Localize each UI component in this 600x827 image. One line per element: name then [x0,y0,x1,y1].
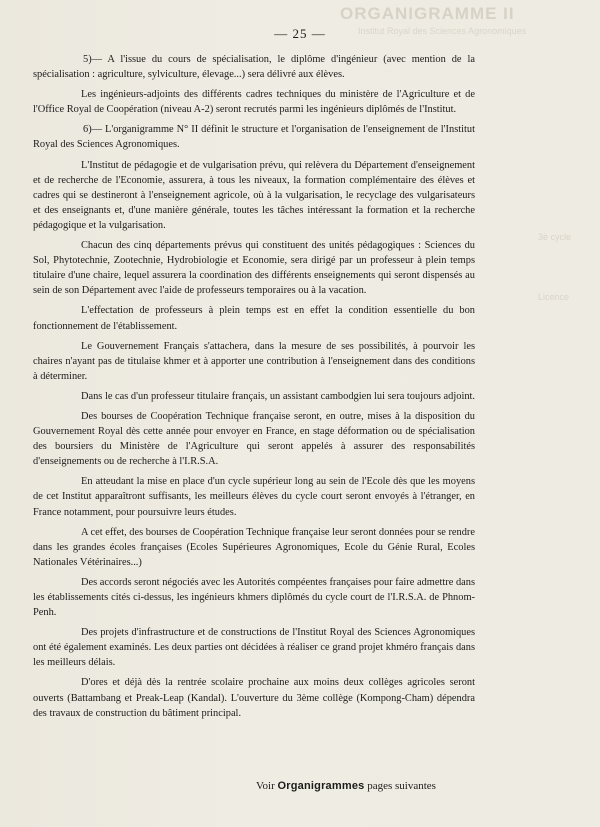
show-through-side-top: 3è cycle [538,232,572,242]
paragraph: A cet effet, des bourses de Coopération Technique française leur seront données pour se rendre dans les grandes écoles françaises (Ecoles Supérieures Agronomiques, Ecole du Génie Rural, Ecoles Nationales Vétérinaires...) [33,526,475,568]
body-text [33,52,475,726]
paragraph: Des bourses de Coopération Technique française seront, en outre, mises à la disposition du Gouvernement Royal dès cette année pour envoyer en France, en stage déformation ou de spécialisation des boursiers du Ministère de l'Agriculture qui seront appelés à assurer des responsabilités d'enseignements ou de recherche à l'I.R.S.A. [33,410,475,468]
paragraph-5-diploma: 5)— A l'issue du cours de spécialisation, le diplôme d'ingénieur (avec mention de la spécialisation : agriculture, sylviculture, élevage...) sera délivré aux élèves. [33,54,475,81]
footer-suffix: pages suivantes [367,780,436,792]
paragraph: Chacun des cinq départements prévus qui constituent des unités pédagogiques : Sciences du Sol, Phytotechnie, Zootechnie, Hydrobiologie et Economie, sera dirigé par un professeur à plein temps titulaire d'une chaire, lequel assurera la coordination des différents enseignements qui seront dispensés au sein de son Département avec l'aide de professeurs temporaires ou à la vacation. [33,240,475,297]
paragraph: L'Institut de pédagogie et de vulgarisation prévu, qui relèvera du Département d'enseignement et de recherche de l'Economie, assurera, à tous les niveaux, la formation complémentaire des élèves et cadres qui se destineront à l'enseignement agricole, où à la vulgarisation, le recyclage des vulgarisateurs et des enseignants et, d'une manière générale, toutes les tâches intéressant la formation et la recherche pédagogique et la vulgarisation. [33,159,475,231]
paragraph: D'ores et déjà dès la rentrée scolaire prochaine aux moins deux collèges agricoles seront ouverts (Battambang et Preak-Leap (Kandal). L'ouverture du 3ème collège (Kompong-Cham) dépendra des travaux de construction du bâtiment principal. [33,677,475,719]
paragraph: L'effectation de professeurs à plein temps est en effet la condition essentielle du bon fonctionnement de l'établissement. [33,305,475,332]
paragraph-6-organigramme: 6)— L'organigramme N° II définit le structure et l'organisation de l'enseignement de l'Institut Royal des Sciences Agronomiques. [33,124,475,151]
footer-emphasis: Organigrammes [277,780,365,792]
paragraph: Les ingénieurs-adjoints des différents cadres techniques du ministère de l'Agriculture et de l'Office Royal de Coopération (niveau A-2) seront recrutés parmi les ingénieurs diplômés de l'Institut. [33,89,475,116]
show-through-side-mid: Licence [538,292,570,302]
paragraph: Des accords seront négociés avec les Autorités compéentes françaises pour faire admettre dans les établissements cités ci-dessus, les ingénieurs khmers diplômés du cycle court de l'I.R.S.A. de Phnom-Penh. [33,576,475,619]
show-through-subtitle: Institut Royal des Sciences Agronomiques [358,26,527,36]
show-through-title: ORGANIGRAMME II [340,4,515,23]
page-number: — 25 — [274,26,326,41]
paragraph: En atteudant la mise en place d'un cycle supérieur long au sein de l'Ecole dès que les moyens de cet Institut apparaîtront suffisants, les meilleurs élèves du cycle court seront envoyés à l'étranger, en France notamment, pour poursuivre leurs études. [33,476,475,518]
paragraph: Le Gouvernement Français s'attachera, dans la mesure de ses possibilités, à pourvoir les chaires n'ayant pas de titulaise khmer et à apporter une contribution à l'enseignement dans des conditions à déterminer. [33,340,475,382]
footer-prefix: Voir [256,780,275,792]
paragraph: Dans le cas d'un professeur titulaire français, un assistant cambodgien lui sera toujours adjoint. [81,390,476,402]
paragraph: Des projets d'infrastructure et de constructions de l'Institut Royal des Sciences Agronomiques ont été également examinés. Les deux parties ont décidées à réaliser ce grand projet khméro français dans les meilleurs délais. [33,627,475,669]
footer-note [256,780,436,792]
